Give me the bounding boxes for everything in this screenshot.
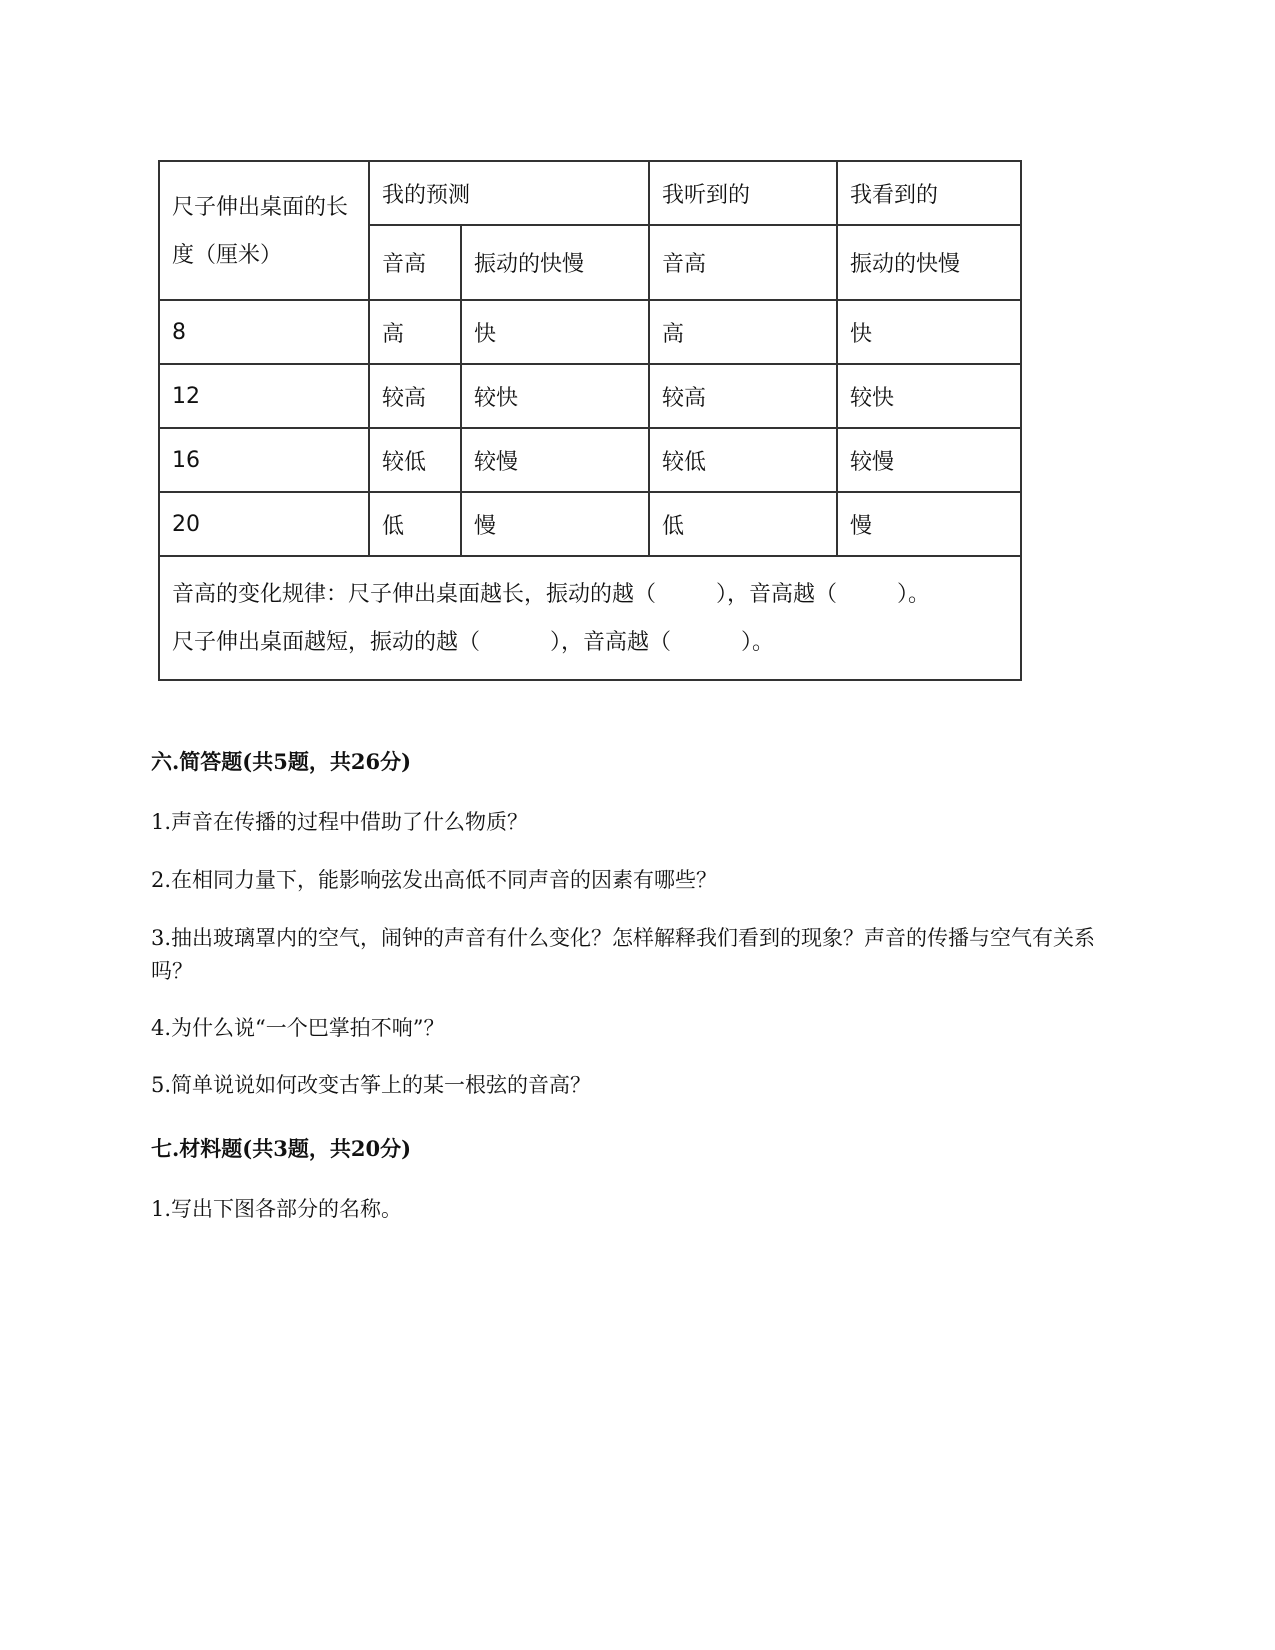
heard-pitch-cell: 高: [649, 300, 837, 364]
summary-text: ）。: [897, 582, 931, 607]
table-row: [159, 300, 1021, 364]
header-seen-cell: 我看到的: [837, 161, 1021, 225]
table-row: [159, 428, 1021, 492]
sub-pitch-cell: 音高: [649, 225, 837, 300]
header-predict-cell: 我的预测: [369, 161, 649, 225]
seen-speed-cell: 较慢: [837, 428, 1021, 492]
length-cell: 20: [159, 492, 369, 556]
sub-speed-cell: 振动的快慢: [837, 225, 1021, 300]
experiment-table: [158, 160, 1022, 681]
summary-text: ）。: [741, 630, 775, 655]
table-row: [159, 492, 1021, 556]
summary-line-2: [172, 619, 1020, 667]
sub-pitch-cell: 音高: [369, 225, 461, 300]
predict-speed-cell: 慢: [461, 492, 649, 556]
seen-speed-cell: 快: [837, 300, 1021, 364]
sub-speed-cell: 振动的快慢: [461, 225, 649, 300]
predict-speed-cell: 较慢: [461, 428, 649, 492]
heard-pitch-cell: 低: [649, 492, 837, 556]
header-length-cell: 尺子伸出桌面的长度（厘米）: [159, 161, 369, 300]
heard-pitch-cell: 较低: [649, 428, 837, 492]
summary-text: ），音高越（: [716, 582, 838, 607]
predict-pitch-cell: 较高: [369, 364, 461, 428]
length-cell: 8: [159, 300, 369, 364]
predict-pitch-cell: 较低: [369, 428, 461, 492]
heard-pitch-cell: 较高: [649, 364, 837, 428]
question: 4.为什么说“一个巴掌拍不响”？: [151, 1016, 445, 1040]
section-title: 六.简答题(共5题，共26分): [151, 749, 412, 774]
predict-pitch-cell: 高: [369, 300, 461, 364]
summary-cell: [159, 556, 1021, 680]
summary-text: ），音高越（: [550, 630, 672, 655]
question: 2.在相同力量下，能影响弦发出高低不同声音的因素有哪些？: [151, 868, 718, 892]
seen-speed-cell: 较快: [837, 364, 1021, 428]
summary-text: 音高的变化规律：尺子伸出桌面越长，振动的越（: [172, 582, 657, 607]
predict-speed-cell: 较快: [461, 364, 649, 428]
header-heard-cell: 我听到的: [649, 161, 837, 225]
seen-speed-cell: 慢: [837, 492, 1021, 556]
length-cell: 16: [159, 428, 369, 492]
question: 5.简单说说如何改变古筝上的某一根弦的音高？: [151, 1073, 592, 1097]
question: 3.抽出玻璃罩内的空气，闹钟的声音有什么变化？怎样解释我们看到的现象？声音的传播与空气有关系吗？: [151, 926, 1096, 983]
question: 1.声音在传播的过程中借助了什么物质？: [151, 810, 529, 834]
summary-line-1: [172, 571, 1020, 619]
table-row: [159, 364, 1021, 428]
section-title: 七.材料题(共3题，共20分): [151, 1136, 412, 1161]
length-cell: 12: [159, 364, 369, 428]
predict-pitch-cell: 低: [369, 492, 461, 556]
summary-text: 尺子伸出桌面越短，振动的越（: [172, 630, 481, 655]
question: 1.写出下图各部分的名称。: [151, 1197, 403, 1221]
predict-speed-cell: 快: [461, 300, 649, 364]
